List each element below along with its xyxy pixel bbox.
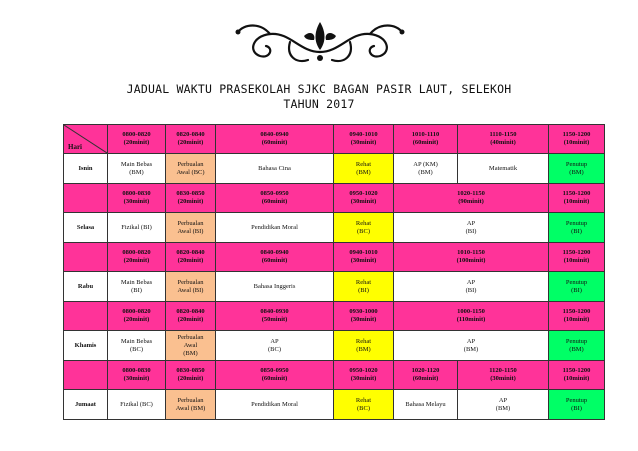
activity-cell bbox=[108, 213, 166, 243]
hari-header-cell bbox=[64, 184, 108, 213]
activity-text: Perbualan Awal (BI) bbox=[177, 278, 204, 294]
duration: (20minit) bbox=[177, 198, 204, 205]
time-range: 0940-1010 bbox=[349, 249, 378, 256]
activity-text: Bahasa Melayu bbox=[405, 400, 446, 408]
duration: (60minit) bbox=[261, 198, 288, 205]
activity-text: Main Bebas (BC) bbox=[120, 337, 153, 353]
day-name: Rabu bbox=[64, 272, 108, 302]
activity-text: Rehat (BI) bbox=[355, 278, 372, 294]
activity-text: Main Bebas (BM) bbox=[120, 160, 153, 176]
time-range: 1150-1200 bbox=[562, 190, 591, 197]
activity-text: Rehat (BM) bbox=[355, 160, 372, 176]
activity-text: Perbualan Awal (BC) bbox=[176, 160, 205, 176]
time-range: 0840-0930 bbox=[260, 308, 289, 315]
time-range: 0800-0820 bbox=[122, 308, 151, 315]
time-slot-header bbox=[108, 184, 166, 213]
time-range: 1010-1110 bbox=[411, 131, 440, 138]
activity-cell bbox=[549, 272, 605, 302]
time-slot-header bbox=[549, 243, 605, 272]
activity-cell bbox=[108, 272, 166, 302]
time-slot-header bbox=[216, 361, 334, 390]
activity-cell bbox=[216, 213, 334, 243]
activity-cell bbox=[334, 154, 394, 184]
activity-cell bbox=[166, 331, 216, 361]
time-slot-header bbox=[216, 125, 334, 154]
time-range: 0830-0850 bbox=[176, 190, 205, 197]
activity-cell bbox=[334, 331, 394, 361]
day-row-jumaat bbox=[64, 390, 605, 420]
time-range: 0800-0820 bbox=[122, 249, 151, 256]
day-name: Khamis bbox=[64, 331, 108, 361]
duration: (90minit) bbox=[458, 198, 484, 205]
duration: (30minit) bbox=[350, 316, 377, 323]
duration: (60minit) bbox=[412, 139, 439, 146]
activity-cell bbox=[549, 390, 605, 420]
activity-cell bbox=[394, 272, 549, 302]
day-row-isnin bbox=[64, 154, 605, 184]
time-range: 0850-0950 bbox=[260, 190, 289, 197]
time-header-row bbox=[64, 361, 605, 390]
time-slot-header bbox=[216, 184, 334, 213]
time-slot-header bbox=[458, 361, 549, 390]
time-header-row bbox=[64, 302, 605, 331]
hari-header-cell bbox=[64, 243, 108, 272]
time-range: 0820-0840 bbox=[176, 131, 205, 138]
time-range: 0950-1020 bbox=[349, 367, 378, 374]
time-range: 1000-1150 bbox=[457, 308, 485, 315]
time-slot-header bbox=[166, 243, 216, 272]
duration: (20minit) bbox=[177, 257, 204, 264]
activity-text: Pendidikan Moral bbox=[251, 223, 298, 231]
time-slot-header bbox=[334, 361, 394, 390]
activity-cell bbox=[216, 272, 334, 302]
time-header-row bbox=[64, 243, 605, 272]
duration: (30minit) bbox=[350, 375, 377, 382]
duration: (30minit) bbox=[490, 375, 516, 382]
time-range: 0950-1020 bbox=[349, 190, 378, 197]
duration: (20minit) bbox=[123, 139, 150, 146]
activity-cell bbox=[334, 390, 394, 420]
time-range: 0800-0820 bbox=[122, 131, 151, 138]
time-slot-header bbox=[549, 125, 605, 154]
activity-text: Pendidikan Moral bbox=[251, 400, 298, 408]
duration: (30minit) bbox=[350, 198, 377, 205]
activity-text: AP (BC) bbox=[268, 337, 281, 353]
time-range: 1150-1200 bbox=[562, 367, 591, 374]
duration: (60minit) bbox=[261, 139, 288, 146]
time-slot-header bbox=[108, 125, 166, 154]
time-range: 1150-1200 bbox=[562, 308, 591, 315]
activity-text: AP (BI) bbox=[465, 278, 477, 294]
activity-cell bbox=[166, 213, 216, 243]
activity-text: Perbualan Awal (BM) bbox=[175, 396, 206, 412]
activity-text: Rehat (BC) bbox=[355, 396, 372, 412]
duration: (60minit) bbox=[412, 375, 439, 382]
time-slot-header bbox=[394, 243, 549, 272]
activity-text: AP (BM) bbox=[495, 396, 511, 412]
activity-cell bbox=[216, 390, 334, 420]
time-slot-header bbox=[216, 302, 334, 331]
time-range: 1020-1120 bbox=[411, 367, 440, 374]
activity-text: Perbualan Awal (BM) bbox=[177, 333, 204, 357]
floral-flourish-icon bbox=[230, 12, 410, 72]
activity-cell bbox=[108, 331, 166, 361]
activity-text: Rehat (BC) bbox=[355, 219, 372, 235]
time-slot-header bbox=[166, 361, 216, 390]
activity-cell bbox=[549, 154, 605, 184]
activity-cell bbox=[216, 154, 334, 184]
duration: (10minit) bbox=[563, 257, 590, 264]
day-row-selasa bbox=[64, 213, 605, 243]
activity-cell bbox=[458, 390, 549, 420]
time-slot-header bbox=[108, 243, 166, 272]
duration: (10minit) bbox=[563, 375, 590, 382]
time-slot-header bbox=[108, 361, 166, 390]
day-row-rabu bbox=[64, 272, 605, 302]
activity-cell bbox=[166, 390, 216, 420]
activity-text: Penutup (BM) bbox=[565, 337, 588, 353]
activity-cell bbox=[334, 213, 394, 243]
page-subtitle: TAHUN 2017 bbox=[283, 97, 355, 111]
activity-text: Perbualan Awal (BI) bbox=[177, 219, 204, 235]
time-range: 1010-1150 bbox=[457, 249, 485, 256]
time-slot-header bbox=[216, 243, 334, 272]
duration: (10minit) bbox=[563, 139, 590, 146]
time-slot-header bbox=[394, 302, 549, 331]
activity-cell bbox=[458, 154, 549, 184]
duration: (50minit) bbox=[261, 316, 288, 323]
hari-label: Hari bbox=[68, 143, 82, 151]
time-slot-header bbox=[166, 302, 216, 331]
duration: (40minit) bbox=[490, 139, 516, 146]
activity-cell bbox=[334, 272, 394, 302]
time-slot-header bbox=[394, 184, 549, 213]
day-name: Selasa bbox=[64, 213, 108, 243]
time-range: 1120-1150 bbox=[489, 367, 517, 374]
duration: (100minit) bbox=[456, 257, 486, 264]
duration: (60minit) bbox=[261, 257, 288, 264]
activity-cell bbox=[216, 331, 334, 361]
activity-text: Bahasa Cina bbox=[258, 164, 291, 172]
time-slot-header bbox=[549, 361, 605, 390]
time-slot-header bbox=[549, 184, 605, 213]
time-range: 1020-1150 bbox=[457, 190, 485, 197]
activity-text: AP (BM) bbox=[463, 337, 479, 353]
time-range: 0930-1000 bbox=[349, 308, 378, 315]
time-range: 0800-0830 bbox=[122, 190, 151, 197]
activity-text: AP (BI) bbox=[465, 219, 477, 235]
duration: (20minit) bbox=[177, 375, 204, 382]
activity-text: Main Bebas (BI) bbox=[120, 278, 153, 294]
time-range: 0940-1010 bbox=[349, 131, 378, 138]
activity-cell bbox=[394, 213, 549, 243]
activity-cell bbox=[108, 390, 166, 420]
time-slot-header bbox=[108, 302, 166, 331]
time-range: 1150-1200 bbox=[562, 249, 591, 256]
activity-text: Penutup (BM) bbox=[565, 160, 588, 176]
hari-header-cell bbox=[64, 361, 108, 390]
time-range: 0800-0830 bbox=[122, 367, 151, 374]
duration: (30minit) bbox=[123, 198, 150, 205]
time-slot-header bbox=[334, 243, 394, 272]
activity-cell bbox=[394, 331, 549, 361]
time-header-row bbox=[64, 184, 605, 213]
time-range: 0840-0940 bbox=[260, 249, 289, 256]
duration: (20minit) bbox=[123, 257, 150, 264]
duration: (20minit) bbox=[123, 316, 150, 323]
duration: (10minit) bbox=[563, 198, 590, 205]
activity-text: Bahasa Inggeris bbox=[253, 282, 296, 290]
hari-header-cell bbox=[64, 302, 108, 331]
activity-cell bbox=[549, 213, 605, 243]
time-range: 0840-0940 bbox=[260, 131, 289, 138]
activity-text: Penutup (BI) bbox=[565, 219, 588, 235]
duration: (60minit) bbox=[261, 375, 288, 382]
activity-text: Rehat (BM) bbox=[355, 337, 372, 353]
time-slot-header bbox=[166, 184, 216, 213]
activity-cell bbox=[549, 331, 605, 361]
hari-header-cell bbox=[64, 125, 108, 154]
activity-text: Penutup (BI) bbox=[565, 396, 588, 412]
activity-text: Matematik bbox=[488, 164, 518, 172]
day-name: Jumaat bbox=[64, 390, 108, 420]
duration: (20minit) bbox=[177, 316, 204, 323]
time-slot-header bbox=[334, 184, 394, 213]
time-slot-header bbox=[394, 361, 458, 390]
activity-cell bbox=[394, 154, 458, 184]
page-title: JADUAL WAKTU PRASEKOLAH SJKC BAGAN PASIR LAUT, SELEKOH bbox=[126, 82, 512, 96]
time-range: 0850-0950 bbox=[260, 367, 289, 374]
activity-cell bbox=[166, 154, 216, 184]
duration: (30minit) bbox=[350, 257, 377, 264]
duration: (10minit) bbox=[563, 316, 590, 323]
timetable bbox=[63, 124, 605, 420]
time-slot-header bbox=[334, 125, 394, 154]
time-range: 1150-1200 bbox=[562, 131, 591, 138]
time-range: 0830-0850 bbox=[176, 367, 205, 374]
duration: (110minit) bbox=[456, 316, 486, 323]
activity-text: Fizikal (BC) bbox=[120, 400, 153, 408]
time-slot-header bbox=[166, 125, 216, 154]
duration: (20minit) bbox=[177, 139, 204, 146]
duration: (30minit) bbox=[123, 375, 150, 382]
activity-text: Fizikal (BI) bbox=[121, 223, 152, 231]
time-header-row bbox=[64, 125, 605, 154]
day-name: Isnin bbox=[64, 154, 108, 184]
activity-cell bbox=[394, 390, 458, 420]
time-range: 1110-1150 bbox=[489, 131, 517, 138]
duration: (30minit) bbox=[350, 139, 377, 146]
activity-text: Penutup (BI) bbox=[565, 278, 588, 294]
activity-cell bbox=[166, 272, 216, 302]
activity-text: AP (KM) (BM) bbox=[413, 160, 438, 176]
activity-cell bbox=[108, 154, 166, 184]
time-range: 0820-0840 bbox=[176, 308, 205, 315]
time-slot-header bbox=[394, 125, 458, 154]
day-row-khamis bbox=[64, 331, 605, 361]
time-slot-header bbox=[549, 302, 605, 331]
time-slot-header bbox=[458, 125, 549, 154]
time-range: 0820-0840 bbox=[176, 249, 205, 256]
time-slot-header bbox=[334, 302, 394, 331]
